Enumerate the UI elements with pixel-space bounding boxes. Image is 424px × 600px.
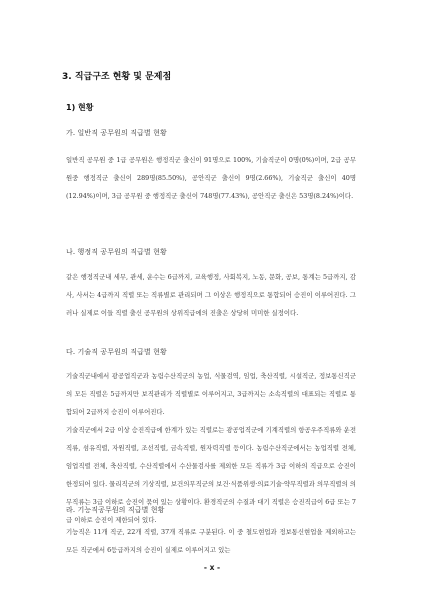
- section-heading: 3. 직급구조 현황 및 문제점: [62, 72, 172, 82]
- section-title-functional: 라. 기능직공무원의 직급별 현황: [66, 506, 165, 514]
- paragraph-general: 일반직 공무원 중 1급 공무원은 행정직군 출신이 91명으로 100%, 기술직군이 0명(0%)이며, 2급 공무원중 행정직군 출신이 289명(85.50%), 공안직군 출신이 9명(2.66%), 기술직군 출신이 40명(12.94%)이며, 3급 공무원 중 행정직군 출신이 748명(77.43%), 공안직군 출신은 53명(8.24%)이다.: [66, 156, 356, 200]
- subsection-heading: 1) 현황: [66, 103, 94, 112]
- page-number: - x -: [203, 563, 221, 572]
- section-title-general: 가. 일반직 공무원의 직급별 현황: [66, 129, 167, 137]
- section-title-technical: 다. 기술직 공무원의 직급별 현황: [66, 348, 167, 356]
- paragraph-functional: 기능직은 11개 직군, 22개 직렬, 37개 직류로 구분된다. 이 중 철도현업과 정보통신현업을 제외하고는 모든 직군에서 6등급까지의 승진이 실제로 이루어지고 있는: [66, 528, 356, 554]
- paragraph-technical-1: 기술직군내에서 광공업직군과 농림수산직군의 농업, 식물검역, 임업, 축산직렬, 시설직군, 정보통신직군의 모든 직렬은 5급까지만 보직관리가 직렬별로 이루어지고, 3급까지는 소속직렬의 대표되는 직렬로 통합되어 2급까지 승진이 이루어진다.: [66, 372, 356, 416]
- paragraph-administrative: 같은 행정직군내 세무, 관세, 운수는 6급까지, 교육행정, 사회복지, 노동, 문화, 공보, 통계는 5급까지, 감사, 사서는 4급까지 직렬 또는 직류별로 관리되며 그 이상은 행정직으로 통합되어 승진이 이루어진다. 그러나 실제로 이들 직렬 출신 공무원의 상위직급에의 진출은 상당히 미미한 실정이다.: [66, 273, 356, 317]
- paragraph-technical-2: 기술직군에서 2급 이상 승진직급에 한계가 있는 직렬로는 광공업직군에 기계직렬의 항공우주직류와 운전직류, 섬유직렬, 자원직렬, 조선직렬, 금속직렬, 원자력직렬 등이다. 농림수산직군에서는 농업직렬 전체, 임업직렬 전체, 축산직렬, 수산직렬에서 수산물검사를 제외한 모든 직류가 3급 이하의 직급으로 승진이 한정되어 있다. 물리직군의 기상직렬, 보건의무직군의 보건·식품위생·의료기술·약무직렬과 의무직렬의 의무직류는 3급 이하로 승진이 묶여 있는 상황이다. 환경직군의 수질과 대기 직렬은 승진직급이 6급 또는 7급 이하로 승진이 제한되어 있다.: [66, 426, 356, 524]
- section-title-administrative: 나. 행정직 공무원의 직급별 현황: [66, 248, 167, 256]
